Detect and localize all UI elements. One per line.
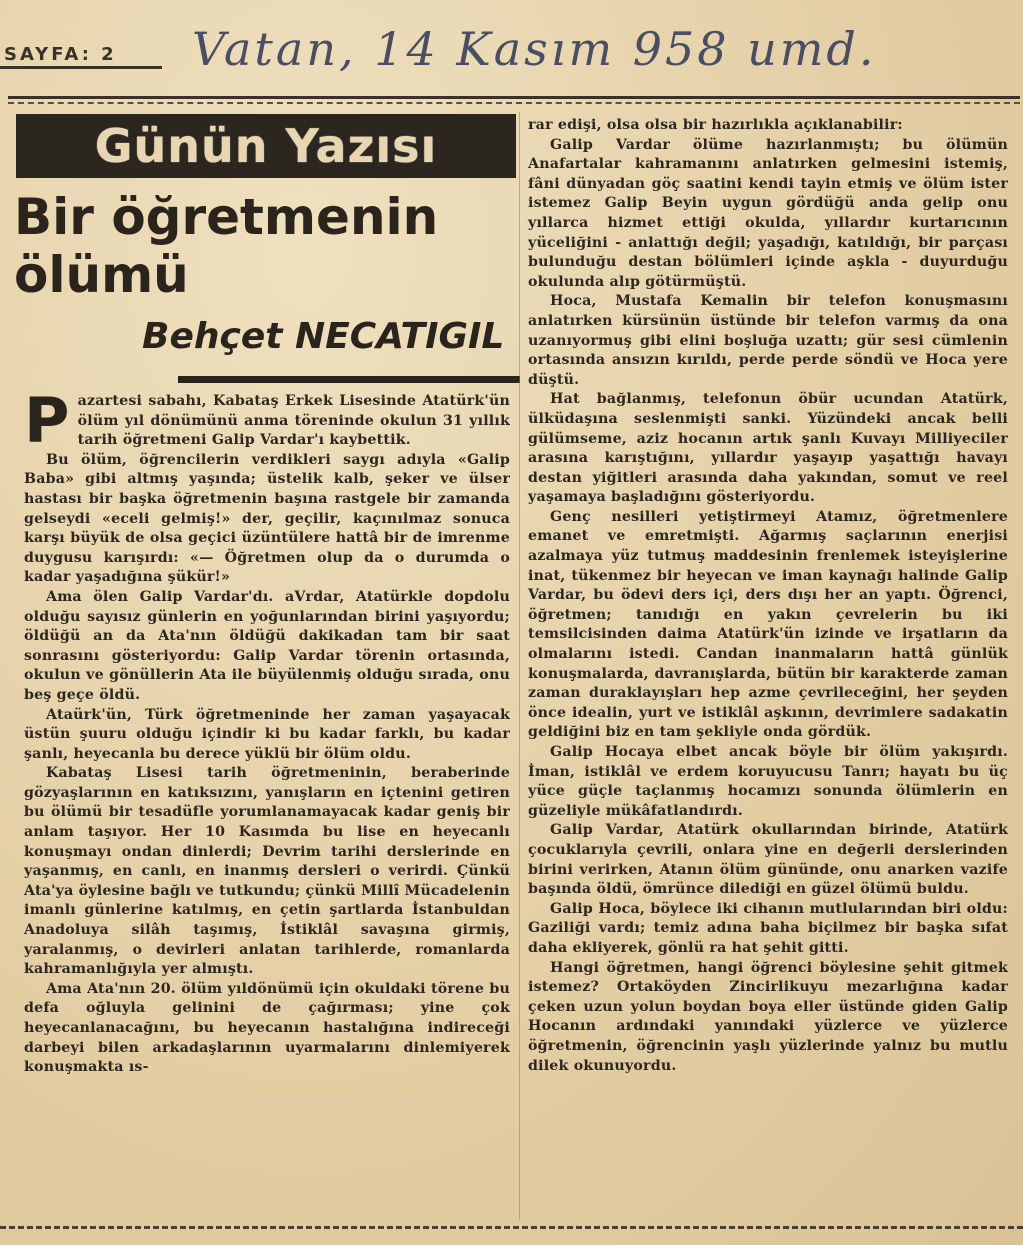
article-author: Behçet NECATIGIL: [142, 316, 505, 357]
paragraph: Ama ölen Galip Vardar'dı. aVrdar, Atatürkle dopdolu olduğu sayısız günlerin en yoğunlarından birini yaşıyordu; öldüğü an da Ata'nın öldüğü dakikadan tam bir saat sonrasını gösteriyordu: Galip Vardar törenin ortasında, okulun ve gönüllerin Ata ile büyülenmiş olduğu sırada, onu beş geçe öldü.: [24, 588, 510, 703]
page-label-rule: [0, 66, 162, 69]
paragraph: Ama Ata'nın 20. ölüm yıldönümü için okuldaki törene bu defa oğluyla gelinini de çağırması; yine çok heyecanlanacağını, bu heyecanın hastalığına indireceği darbeyi bilen arkadaşlarının uyarmalarını dinlemiyerek konuşmakta ıs-: [24, 980, 510, 1076]
paragraph: Hat bağlanmış, telefonun öbür ucundan Atatürk, ülküdaşına seslenmişti sanki. Yüzündeki ancak belli gülümseme, aziz hocanın artık şanlı Kuvayı Milliyeciler arasına karıştığını, yıllardır yaşayıp yaşattığı havayı destan yiğitleri arasında daha yakından, somut ve reel yaşamaya başladığını gösteriyordu.: [528, 391, 1008, 506]
drop-cap: P: [24, 384, 70, 457]
paragraph: Ataürk'ün, Türk öğretmeninde her zaman yaşayacak üstün şuuru olduğu içindir ki bu kadar farklı, bu kadar şanlı, heyecanla bu derece yüklü bir ölüm oldu.: [24, 706, 510, 762]
handwritten-note: Vatan, 14 Kasım 958 umd.: [192, 22, 877, 76]
paragraph: Pazartesi sabahı, Kabataş Erkek Lisesinde Atatürk'ün ölüm yıl dönümünü anma töreninde okulun 31 yıllık tarih öğretmeni Galip Vardar'ı kaybettik.: [24, 384, 510, 457]
paragraph: Hoca, Mustafa Kemalin bir telefon konuşmasını anlatırken kürsünün üstünde bir telefon varmış da ona uzanıyormuş gibi elini boşluğa uzattı; gür sesi cümlenin ortasında ansızın kırıldı, perde perde söndü ve Hoca yere düştü.: [528, 293, 1008, 388]
article-left-column: [24, 384, 510, 1078]
page-header: [0, 0, 1023, 100]
header-dashed-rule: [8, 102, 1020, 104]
paragraph: Genç nesilleri yetiştirmeyi Atamız, öğretmenlere emanet ve emretmişti. Ağarmış saçlarının enerjisi azalmaya yüz tutmuş maddesinin frenlemek isteyişlerine inat, tükenmez bir heyecan ve iman kaynağı halinde Galip Vardar, bu ödevi ders içi, ders dışı her an yaptı. Öğrenci, öğretmen; tanıdığı en yakın çevrelerin bu iki temsilcisinden daima Atatürk'ün izinde ve irşatların da olmalarını istedi. Candan inanmaların hattâ günlük konuşmalarda, davranışlarda, bütün bir karakterde zaman zaman duraklayışları hep azme çevrileceğini, her şeyden önce idealin, yurt ve istiklâl aşkının, devrimlere sadakatin geldiğini biz en tam şekliyle onda gördük.: [528, 508, 1008, 741]
column-divider: [519, 112, 520, 1220]
page-number-label: SAYFA: 2: [4, 44, 117, 65]
paragraph: Hangi öğretmen, hangi öğrenci böylesine şehit gitmek istemez? Ortaköyden Zincirlikuyu mezarlığına kadar çeken uzun yolun boydan boya eller üstünde giden Galip Hocanın ardındaki yanındaki yüzlerce ve yüzlerce öğretmenin, öğrencinin yaşlı yüzlerinde yalnız bu mutlu dilek okunuyordu.: [528, 959, 1008, 1074]
paragraph: Galip Vardar ölüme hazırlanmıştı; bu ölümün Anafartalar kahramanını anlatırken gelmesini istemiş, fâni dünyadan göç saatini kendi tayin etmiş ve ölüm ister istemez Galip Beyin uygun gördüğü anda gelip onu yıllarca hizmet ettiği okulda, yıllardır kurtarıcının yüceliğini - anlattığı değil; yaşadığı, katıldığı, bir parçası bulunduğu destan bölümleri içinde aşkla - duyurduğu okulunda alıp götürmüştü.: [528, 136, 1008, 290]
paragraph: Galip Hoca, böylece iki cihanın mutlularından biri oldu: Gaziliği vardı; temiz adına baha biçilmez bir başka sıfat daha ekliyerek, gönlü ra hat şehit gitti.: [528, 900, 1008, 956]
paragraph: Kabataş Lisesi tarih öğretmeninin, beraberinde gözyaşlarının en katıksızını, yanışların en içtenini getiren bu ölümü bir tesadüfle yorumlanamayacak kadar geniş bir anlam taşıyor. Her 10 Kasımda bu lise en heyecanlı konuşmayı ondan dinlerdi; Devrim tarihi derslerinde en yaşanmış, en canlı, en inanmış dersleri o verirdi. Çünkü Ata'ya öylesine bağlı ve tutkundu; çünkü Millî Mücadelenin imanlı günlerine katılmış, en çetin şartlarda İstanbuldan Anadoluya silâh taşımış, İstiklâl savaşına girmiş, yaralanmış, o devirleri anlatan tarihlerde, romanlarda kahramanlığıyla yer almıştı.: [24, 765, 510, 978]
header-rule: [8, 96, 1020, 99]
column-banner: Günün Yazısı: [16, 114, 516, 178]
paragraph: Bu ölüm, öğrencilerin verdikleri saygı adıyla «Galip Baba» gibi altmış yaşında; üstelik kalb, şeker ve ülser hastası bir başka öğretmenin başına rastgele bir zamanda gelseydi «eceli gelmiş!» der, geçilir, kaçınılmaz sonuca karşı büyük de olsa geçici üzüntülere hattâ bir de imrenme duygusu karışırdı: «— Öğretmen olup da o durumda o kadar yaşadığına şükür!»: [24, 451, 510, 586]
paragraph: Galip Vardar, Atatürk okullarından birinde, Atatürk çocuklarıyla çevrili, onlara yine en değerli derslerinden birini verirken, Atanın ölüm gününde, onu anarken vazife başında öldü, ömrünce dilediği en güzel ölümü buldu.: [528, 822, 1008, 898]
author-rule: [178, 376, 520, 383]
footer-dashed-rule: [0, 1226, 1023, 1229]
paragraph-continuation: rar edişi, olsa olsa bir hazırlıkla açıklanabilir:: [528, 117, 903, 133]
article-right-column: [528, 116, 1008, 1076]
article-header: [10, 110, 518, 400]
paragraph: Galip Hocaya elbet ancak böyle bir ölüm yakışırdı. İman, istiklâl ve erdem koruyucusu Tanrı; hayatı bu üç yüce güçle taçlanmış hocamızı sonunda ölümlerin en güzeliyle mükâfatlandırdı.: [528, 744, 1008, 819]
article-title: Bir öğretmenin ölümü: [14, 188, 439, 304]
